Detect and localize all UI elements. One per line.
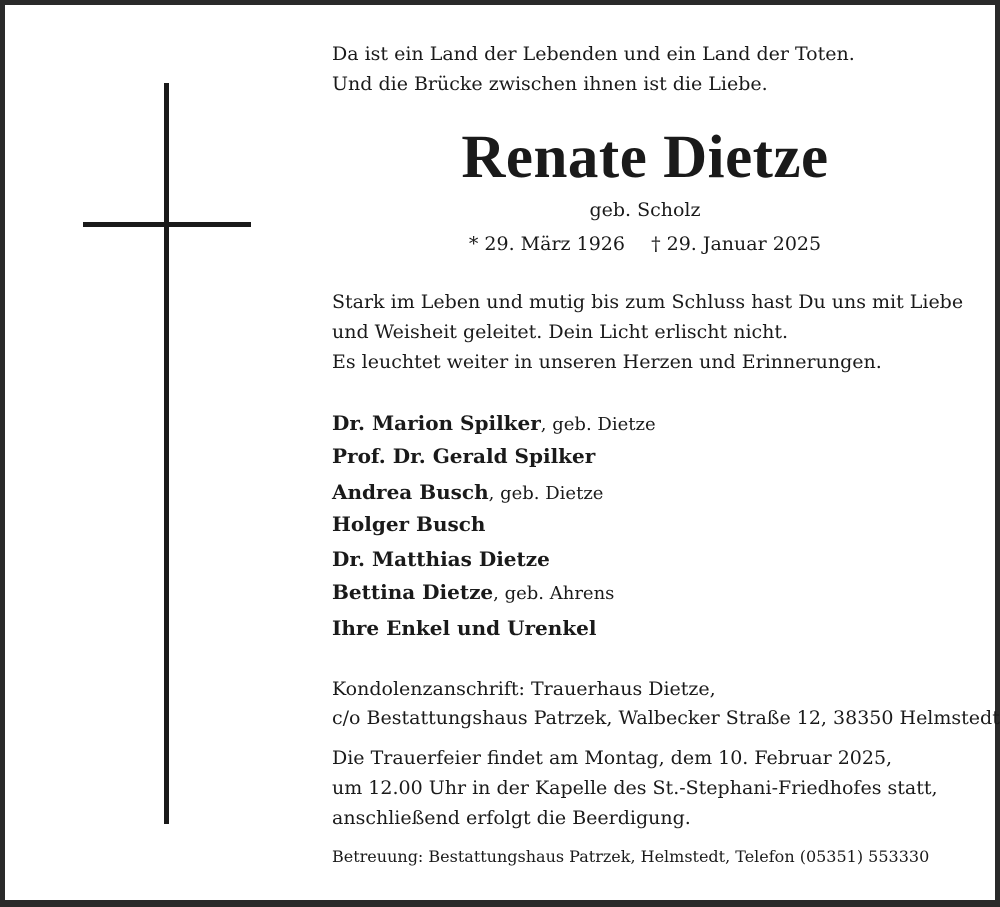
mourner-name: Dr. Matthias Dietze: [332, 547, 550, 571]
service-line: um 12.00 Uhr in der Kapelle des St.-Stephani-Friedhofes statt,: [332, 777, 938, 799]
funeral-home-footer: Betreuung: Bestattungshaus Patrzek, Helmstedt, Telefon (05351) 553330: [332, 847, 930, 866]
service-line: anschließend erfolgt die Beerdigung.: [332, 807, 691, 829]
mourner-suffix: , geb. Dietze: [488, 483, 604, 504]
mourner-name: Ihre Enkel und Urenkel: [332, 616, 597, 640]
mourner-name: Bettina Dietze: [332, 580, 494, 604]
mourner-suffix: , geb. Dietze: [540, 414, 656, 435]
mourner-name: Dr. Marion Spilker: [332, 411, 541, 435]
mourner-entry: [332, 444, 595, 470]
condolence-line: Kondolenzanschrift: Trauerhaus Dietze,: [332, 678, 716, 700]
mourner-entry: [332, 580, 614, 606]
mourner-entry: [332, 512, 485, 538]
life-dates: [332, 232, 958, 256]
condolence-line: c/o Bestattungshaus Patrzek, Walbecker Straße 12, 38350 Helmstedt: [332, 707, 1000, 729]
mourner-name: Prof. Dr. Gerald Spilker: [332, 444, 596, 468]
deceased-name: Renate Dietze: [461, 124, 829, 191]
quote-line: Und die Brücke zwischen ihnen ist die Liebe.: [332, 73, 768, 95]
mourner-entry: [332, 480, 603, 506]
maiden-name: geb. Scholz: [589, 199, 701, 221]
cross-vertical-bar: [164, 83, 169, 824]
tribute-line: Es leuchtet weiter in unseren Herzen und Erinnerungen.: [332, 351, 882, 373]
cross-horizontal-bar: [83, 222, 251, 227]
tribute-line: und Weisheit geleitet. Dein Licht erlischt nicht.: [332, 321, 789, 343]
tribute-line: Stark im Leben und mutig bis zum Schluss hast Du uns mit Liebe: [332, 291, 964, 313]
service-line: Die Trauerfeier findet am Montag, dem 10. Februar 2025,: [332, 747, 893, 769]
mourner-entry: [332, 616, 597, 642]
mourner-name: Andrea Busch: [332, 480, 489, 504]
birth-date: * 29. März 1926: [468, 233, 625, 255]
quote-line: Da ist ein Land der Lebenden und ein Land der Toten.: [332, 43, 855, 65]
mourner-entry: [332, 547, 550, 573]
death-date: † 29. Januar 2025: [651, 233, 822, 255]
mourner-suffix: , geb. Ahrens: [493, 583, 615, 604]
mourner-entry: [332, 411, 656, 437]
mourner-name: Holger Busch: [332, 512, 486, 536]
